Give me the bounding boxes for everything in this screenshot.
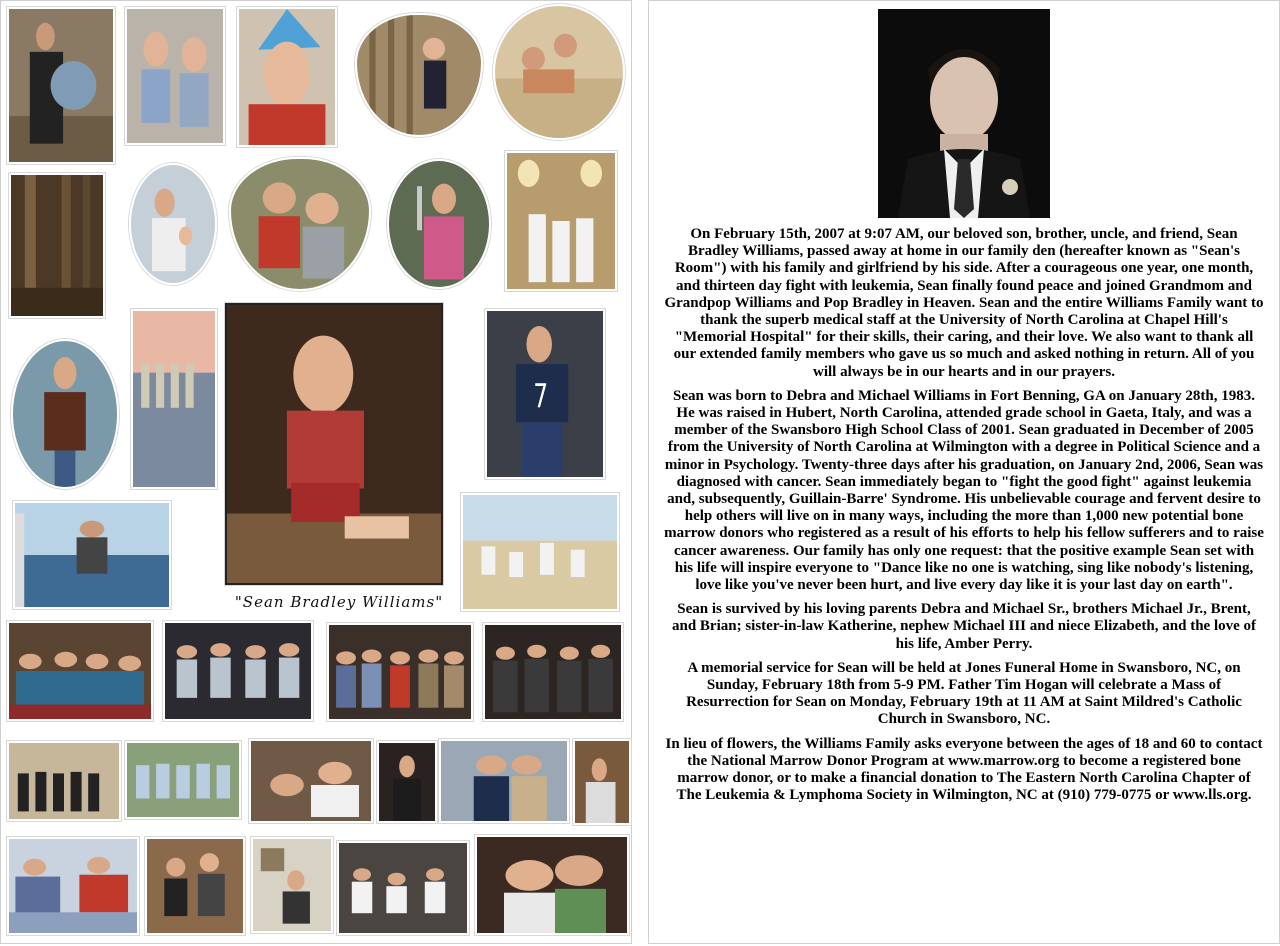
photo-friends-dinner: [145, 837, 245, 935]
photo-baby-birthday-hat: [237, 7, 337, 147]
photo-oval-boys-beach: [493, 4, 625, 140]
photo-heart-toddler-crib: [355, 13, 483, 137]
photo-baby-studio-portrait: [225, 303, 443, 585]
photo-group-outdoor: [125, 741, 241, 819]
svg-text:7: 7: [533, 375, 549, 416]
photo-man-toasting: [573, 739, 631, 825]
photo-men-on-deck-sunset: [131, 309, 217, 489]
photo-football-player: [485, 309, 605, 479]
photo-couple-smiling: [475, 835, 629, 935]
photo-two-toddlers: [125, 7, 225, 145]
obituary-paragraph-services: A memorial service for Sean will be held at Jones Funeral Home in Swansboro, NC, on Sunday, February 18th from 5-9 PM. Father Tim Hogan will celebrate a Mass of Resurrection for Sean on Monday, February 19th at 11 AM at Saint Mildred's Catholic Church in Swansboro, NC.: [686, 659, 1242, 728]
photo-group-young-men: [163, 621, 313, 721]
obituary-paragraph-biography: Sean was born to Debra and Michael Williams in Fort Benning, GA on January 28th, 1983. He was raised in Hubert, North Carolina, attended grade school in Gaeta, Italy, and was a member of the Swansboro High School Class of 2001. Sean graduated in December of 2005 from the University of North Carolina at Wilmington with a degree in Political Science and a minor in Psychology. Twenty-three days after his graduation, on January 2nd, 2006, Sean was diagnosed with cancer. Sean immediately began to "fight the good fight" against leukemia and, subsequently, Guillain-Barre' Syndrome. His unbelievable courage and fervent desire to help others will live on in many ways, including the more than 1,000 new potential bone marrow donors who registered as a result of his efforts to help his fellow sufferers and to raise cancer awareness. Our family has only one request: that the positive example Sean set with his life will inspire everyone to "Dance like no one is watching, sing like nobody's listening, love like you've never been hurt, and live every day like it is your last day on earth".: [664, 387, 1264, 594]
photo-family-couch: [249, 739, 373, 823]
photo-graduation-friends: [439, 739, 569, 823]
photo-man-in-suit: [377, 741, 437, 823]
photo-friends-sofa: [7, 837, 139, 935]
photo-sepia-forest: [9, 173, 105, 318]
photo-group-restaurant: [7, 621, 153, 721]
photo-man-on-boat: [13, 501, 171, 609]
photo-oval-mother-baby: [129, 163, 217, 285]
photo-group-formal: [483, 623, 623, 721]
photo-oval-boy-with-fish: [387, 159, 491, 289]
photo-friends-porch: [337, 841, 469, 935]
photo-oval-woman-sunglasses: [11, 339, 119, 489]
photo-group-beach-dunes: [461, 493, 619, 611]
photo-formal-party: [7, 741, 121, 821]
photo-group-bar: [327, 623, 473, 721]
obituary-paragraph-survivors: Sean is survived by his loving parents Debra and Michael Sr., brothers Michael Jr., Brent, and Brian; sister-in-law Katherine, nephew Michael III and niece Elizabeth, and the love of his life, Amber Perry.: [671, 601, 1257, 652]
obituary-text: [664, 226, 1264, 812]
collage-caption: "Sean Bradley Williams": [234, 593, 444, 611]
obituary-paragraph-passing: On February 15th, 2007 at 9:07 AM, our beloved son, brother, uncle, and friend, Sean Bradley Williams, passed away at home in our family den (hereafter known as "Sean's Room") with his family and girlfriend by his side. After a courageous one year, one month, and thirteen day fight with leukemia, Sean finally found peace and joined Grandmom and Grandpop Williams and Pop Bradley in Heaven. Sean and the entire Williams Family want to thank the superb medical staff at the University of North Carolina at Chapel Hill's "Memorial Hospital" for their skills, their caring, and their love. We also want to thank all our extended family members who gave us so much and asked nothing in return. All of you will always be in our hearts and in our prayers.: [664, 226, 1264, 380]
photo-heart-two-boys: [229, 157, 371, 291]
obituary-paragraph-donations: In lieu of flowers, the Williams Family asks everyone between the ages of 18 and 60 to contact the National Marrow Donor Program at www.marrow.org to become a registered bone marrow donor, or to make a financial donation to The Eastern North Carolina Chapter of The Leukemia & Lymphoma Society in Wilmington, NC at (910) 779-0775 or www.lls.org.: [665, 735, 1263, 804]
photo-man-living-room: [251, 837, 333, 933]
photo-collage-page: [0, 0, 632, 944]
photo-man-holding-baby: [7, 7, 115, 164]
photo-altar-servers: [505, 151, 617, 291]
sean-portrait-photo: [878, 9, 1050, 218]
